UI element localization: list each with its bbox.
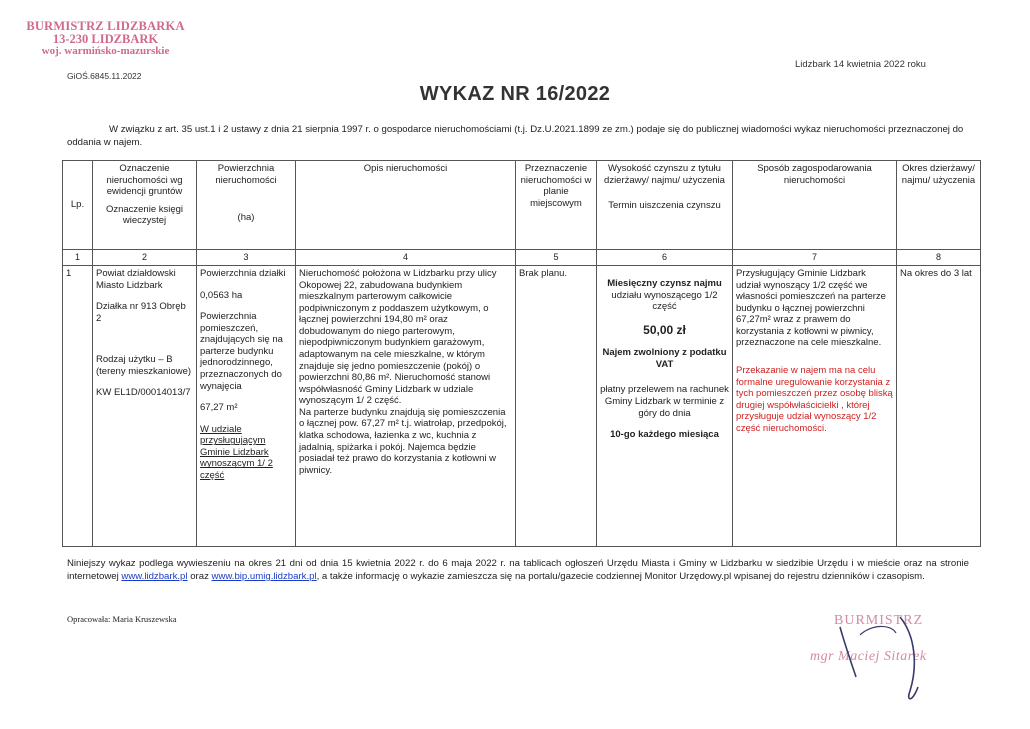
cell-lp: 1 xyxy=(63,265,93,546)
cell-parcel: Działka nr 913 Obręb 2 xyxy=(96,301,186,324)
stamp-line-2: 13-230 LIDZBARK xyxy=(52,32,159,47)
stamp-line-3: woj. warmińsko-mazurskie xyxy=(41,45,170,58)
header-designation-land: Oznaczenie nieruchomości wg ewidencji gruntów xyxy=(106,163,183,198)
cell-description xyxy=(296,265,516,546)
rent-amount: 50,00 zł xyxy=(643,322,686,337)
rent-due-day: 10-go każdego miesiąca xyxy=(610,429,719,441)
column-number: 8 xyxy=(897,250,981,266)
column-number: 3 xyxy=(197,250,296,266)
column-number: 2 xyxy=(93,250,197,266)
reference-number: GiOŚ.6845.11.2022 xyxy=(67,71,142,81)
rent-share: udziału wynoszącego 1/2 część xyxy=(611,289,718,313)
header-usage: Sposób zagospodarowania nieruchomości xyxy=(733,161,897,250)
column-number: 6 xyxy=(597,250,733,266)
cell-area-value: 0,0563 ha xyxy=(200,289,243,301)
header-designation-book: Oznaczenie księgi wieczystej xyxy=(105,203,184,227)
cell-area-label: Powierzchnia działki xyxy=(200,267,286,279)
cell-rooms-area: 67,27 m² xyxy=(200,402,238,414)
header-period: Okres dzierżawy/ najmu/ użyczenia xyxy=(897,161,981,250)
footer-text-3: , a także informację o wykazie zamieszcza się na portalu/gazecie codziennej Monitor Urzędowy.pl wpisanej do rejestru dzienników i czasopism. xyxy=(316,570,925,582)
cell-purpose: Brak planu. xyxy=(516,265,597,546)
cell-usage xyxy=(733,265,897,546)
seal-line-1: BURMISTRZ xyxy=(834,613,924,628)
author-note: Opracowała: Maria Kruszewska xyxy=(67,614,177,624)
rent-payment: płatny przelewem na rachunek Gminy Lidzbark w terminie z góry do dnia xyxy=(600,384,729,419)
cell-area xyxy=(197,265,296,546)
description-paragraph-1: Nieruchomość położona w Lidzbarku przy ulicy Okopowej 22, zabudowana budynkiem mieszkalnym parterowym całkowicie podpiwniczonym z poddaszem użytkowym, o łącznej powierzchni 194,80 m² oraz dobudowanym do niego parterowym, niepodpiwniczonym budynkiem garażowym, adaptowanym na cele mieszkalne, w którym znajduje się jedno pomieszczenie (pokój) o powierzchni 80,86 m². Nieruchomość stanowi współwłasność Gminy Lidzbark w udziale wynoszącym 1/ 2 część. xyxy=(299,267,497,407)
footer-link-lidzbark[interactable]: www.lidzbark.pl xyxy=(121,570,188,582)
cell-location: Powiat działdowski Miasto Lidzbark xyxy=(96,267,176,291)
header-row xyxy=(63,161,981,250)
usage-note: Przekazanie w najem ma na celu formalne uregulowanie korzystania z tych pomieszczeń przez osobę bliską drugiej współwłaścicielki , której przysługuje udział wynoszący 1/2 część nieruchomości. xyxy=(736,365,893,434)
cell-land-register: KW EL1D/00014013/7 xyxy=(96,387,191,399)
mayor-signature-stamp xyxy=(800,605,1000,715)
cell-period: Na okres do 3 lat xyxy=(897,265,981,546)
cell-rent xyxy=(597,265,733,546)
column-number: 7 xyxy=(733,250,897,266)
footer-text-2: oraz xyxy=(190,570,209,582)
header-area-label: Powierzchnia nieruchomości xyxy=(215,163,277,186)
header-designation xyxy=(93,161,197,250)
column-number: 1 xyxy=(63,250,93,266)
header-description: Opis nieruchomości xyxy=(296,161,516,250)
rent-vat: Najem zwolniony z podatku VAT xyxy=(602,347,727,370)
cell-designation xyxy=(93,265,197,546)
column-number: 4 xyxy=(296,250,516,266)
table-row xyxy=(63,265,981,546)
header-rent xyxy=(597,161,733,250)
column-numbers-row xyxy=(63,250,981,266)
document-date: Lidzbark 14 kwietnia 2022 roku xyxy=(795,59,926,70)
signature-icon xyxy=(800,605,1000,715)
header-lp: Lp. xyxy=(63,161,93,250)
footer-link-bip[interactable]: www.bip.umig.lidzbark.pl xyxy=(211,570,317,582)
cell-rooms-label: Powierzchnia pomieszczeń, znajdujących się na parterze budynku jednorodzinnego, przeznaczonych do wynajęcia xyxy=(200,311,283,392)
header-rent-amount: Wysokość czynszu z tytułu dzierżawy/ najmu/ użyczenia xyxy=(604,163,725,186)
description-paragraph-2: Na parterze budynku znajdują się pomieszczenia o łącznej pow. 67,27 m² t.j. wiatrołap, przedpokój, klatka schodowa, łazienka z wc, kuchnia z jadalnią, spiżarka i pokój. Najemca będzie posiadał też prawo do korzystania z kotłowni w piwnicy. xyxy=(299,406,507,476)
column-number: 5 xyxy=(516,250,597,266)
seal-line-2: mgr Maciej Sitarek xyxy=(810,649,927,664)
cell-land-use: Rodzaj użytku – B (tereny mieszkaniowe) xyxy=(96,354,192,377)
stamp-line-1: BURMISTRZ LIDZBARKA xyxy=(26,19,185,33)
usage-paragraph: Przysługujący Gminie Lidzbark udział wynoszący 1/2 część we własności pomieszczeń na parterze budynku o łącznej powierzchni 67,27m² wraz z prawem do korzystania z kotłowni w piwnicy, przeznaczone na cele mieszkalne. xyxy=(736,267,886,349)
header-rent-term: Termin uiszczenia czynszu xyxy=(608,200,721,212)
footer-paragraph xyxy=(67,558,969,584)
rent-heading: Miesięczny czynsz najmu xyxy=(607,277,722,289)
property-table xyxy=(62,160,981,547)
cell-share: W udziale przysługującym Gminie Lidzbark wynoszącym 1/ 2 część xyxy=(200,423,273,482)
header-purpose: Przeznaczenie nieruchomości w planie miejscowym xyxy=(516,161,597,250)
header-area xyxy=(197,161,296,250)
document-title: WYKAZ NR 16/2022 xyxy=(419,83,611,105)
office-stamp xyxy=(18,20,193,58)
footer-text-1: Niniejszy wykaz podlega wywieszeniu na okres 21 dni od dnia 15 kwietnia 2022 r. do 6 maja 2022 r. na tablicach ogłoszeń Urzędu Miasta i Gminy w Lidzbarku w siedzibie Urzędu i w mieście oraz na stronie internetowej xyxy=(67,558,969,582)
intro-paragraph: W związku z art. 35 ust.1 i 2 ustawy z dnia 21 sierpnia 1997 r. o gospodarce nieruchomościami (t.j. Dz.U.2021.1899 ze zm.) podaje się do publicznej wiadomości wykaz nieruchomości przeznaczonej do oddania w najem. xyxy=(67,124,964,148)
header-area-unit: (ha) xyxy=(237,212,255,224)
